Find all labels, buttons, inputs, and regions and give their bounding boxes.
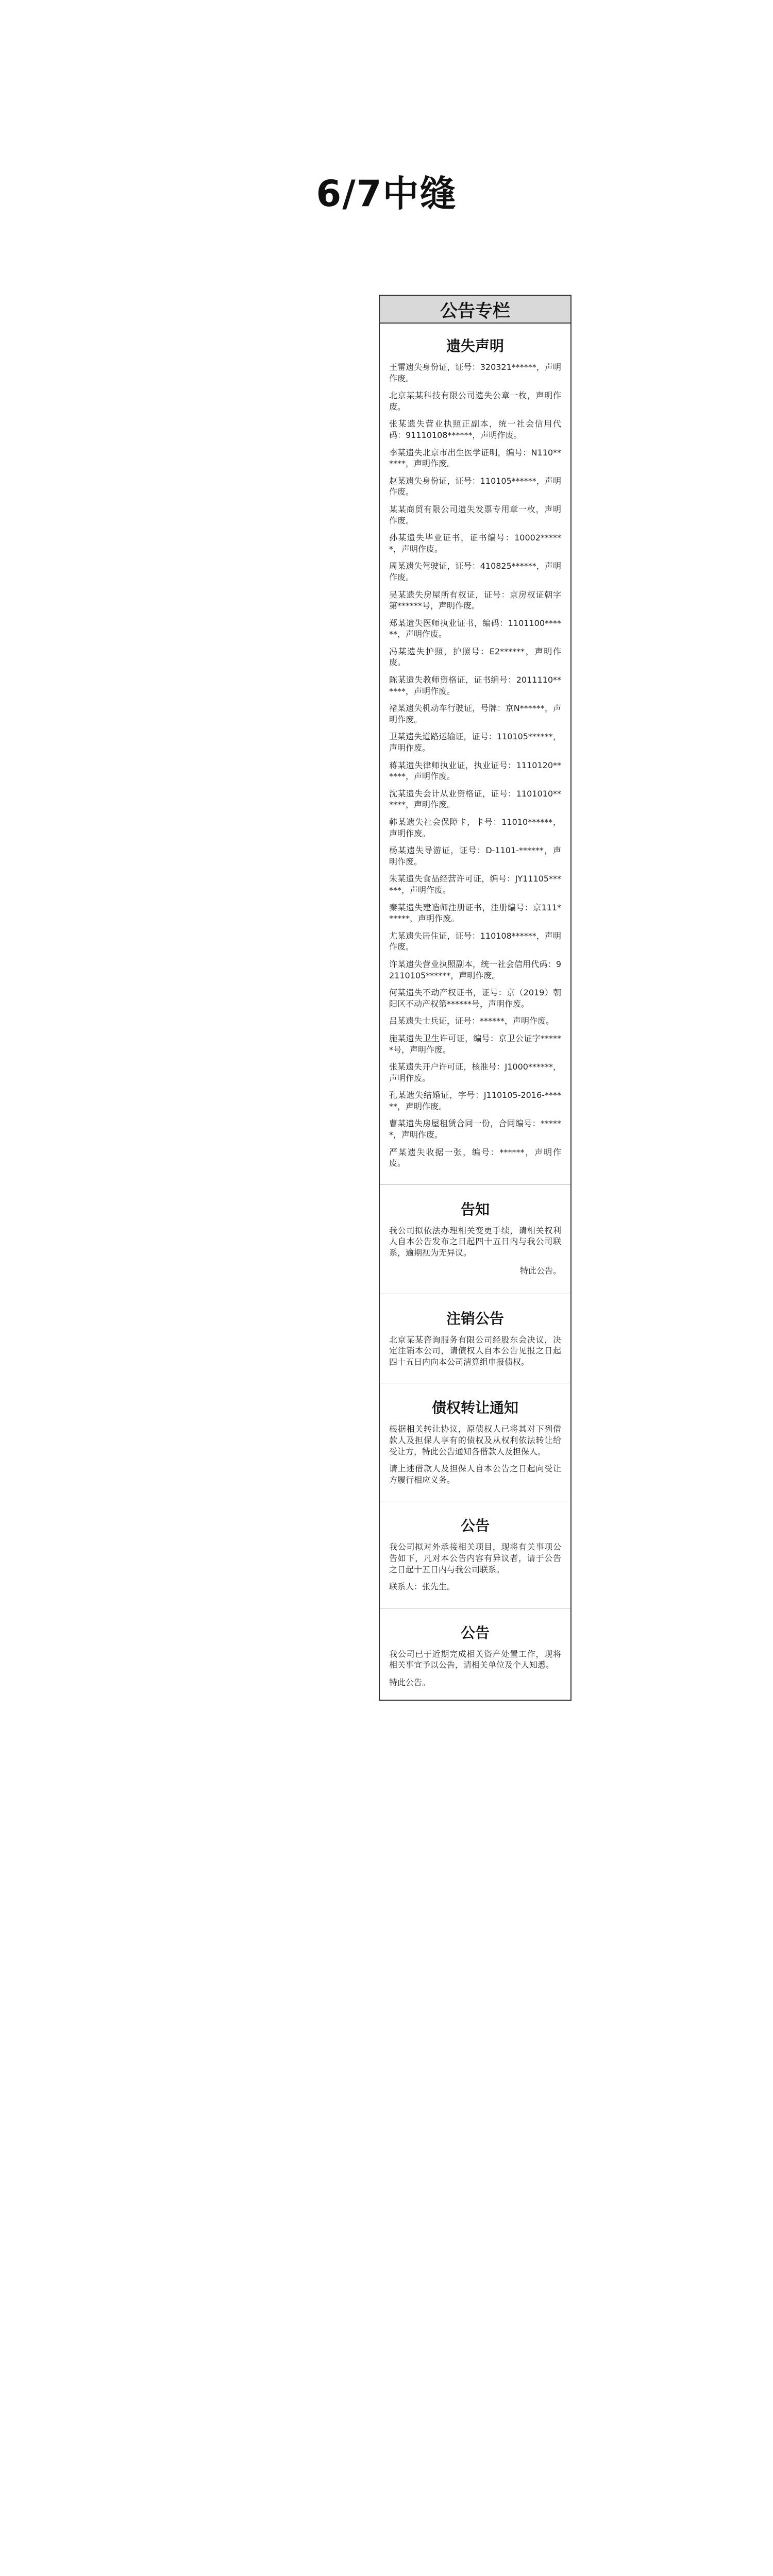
page-title: 6/7中缝: [316, 173, 457, 215]
notice-entry: 李某遗失北京市出生医学证明，编号：N110******，声明作废。: [389, 447, 561, 469]
notice-entry: 许某遗失营业执照副本，统一社会信用代码：92110105******，声明作废。: [389, 959, 561, 980]
notice-entry: 杨某遗失导游证，证号：D-1101-******，声明作废。: [389, 845, 561, 867]
notice-entry: 北京某某科技有限公司遗失公章一枚，声明作废。: [389, 391, 561, 412]
notice-entry: 卫某遗失道路运输证，证号：110105******，声明作废。: [389, 732, 561, 753]
announcement-section: [380, 1503, 570, 1603]
notice-signature: 特此公告。: [519, 1265, 561, 1276]
lost-statements-section: [380, 324, 570, 1180]
notice-entry: 孔某遗失结婚证，字号：J110105-2016-******，声明作废。: [389, 1090, 561, 1111]
section-title: 遗失声明: [446, 337, 504, 354]
transfer-section: [380, 1385, 570, 1497]
notice-entry: 吕某遗失士兵证，证号：******，声明作废。: [389, 1016, 554, 1026]
column-header: 公告专栏: [380, 296, 570, 324]
notice-entry: 尤某遗失居住证，证号：110108******，声明作废。: [389, 930, 561, 952]
announcement-list: [389, 1541, 561, 1592]
notice-entry: 朱某遗失食品经营许可证，编号：JY11105******，声明作废。: [389, 874, 561, 895]
notice-entry: 施某遗失卫生许可证，编号：京卫公证字******号，声明作废。: [389, 1033, 561, 1055]
notice-entry: 王雷遗失身份证，证号：320321******，声明作废。: [389, 362, 561, 383]
section-title: 注销公告: [446, 1310, 504, 1327]
notice-entry: 韩某遗失社会保障卡，卡号：11010******，声明作废。: [389, 817, 561, 838]
notice-entry: 吴某遗失房屋所有权证，证号：京房权证朝字第******号，声明作废。: [389, 589, 561, 611]
section-title: 公告: [460, 1624, 490, 1641]
notice-entry: 陈某遗失教师资格证，证书编号：2011110******，声明作废。: [389, 675, 561, 696]
announcement-section: [380, 1611, 570, 1700]
notice-entry: 张某遗失营业执照正副本，统一社会信用代码：91110108******，声明作废。: [389, 419, 561, 440]
notice-column: [379, 295, 572, 1701]
notice-entry: 周某遗失驾驶证，证号：410825******，声明作废。: [389, 561, 561, 582]
transfer-list: [389, 1423, 561, 1485]
notice-entry: 赵某遗失身份证，证号：110105******，声明作废。: [389, 476, 561, 497]
notice-entry: 我公司拟依法办理相关变更手续，请相关权利人自本公告发布之日起四十五日内与我公司联系，逾期视为无异议。: [389, 1225, 561, 1258]
notice-entry: 沈某遗失会计从业资格证，证号：1101010******，声明作废。: [389, 788, 561, 810]
section-title: 告知: [460, 1200, 490, 1218]
notice-entry: 张某遗失开户许可证，核准号：J1000******，声明作废。: [389, 1062, 561, 1083]
notice-entry: 孙某遗失毕业证书，证书编号：10002******，声明作废。: [389, 533, 561, 554]
notice-entry: 何某遗失不动产权证书，证号：京（2019）朝阳区不动产权第******号，声明作废。: [389, 988, 561, 1009]
notice-entry: 我公司已于近期完成相关资产处置工作，现将相关事宜予以公告，请相关单位及个人知悉。: [389, 1649, 561, 1670]
divider: [380, 1184, 570, 1185]
deregistration-section: [380, 1296, 570, 1379]
notice-entry: 蒋某遗失律师执业证，执业证号：1110120******，声明作废。: [389, 760, 561, 782]
notice-entry: 请上述借款人及担保人自本公告之日起向受让方履行相应义务。: [389, 1464, 561, 1485]
announcement-list: [389, 1649, 561, 1688]
lost-statements-list: [389, 362, 561, 1169]
notice-section: [380, 1187, 570, 1290]
section-title: 公告: [460, 1517, 490, 1535]
notice-entry: 严某遗失收据一张，编号：******，声明作废。: [389, 1147, 561, 1168]
notice-entry: 曹某遗失房屋租赁合同一份，合同编号：******，声明作废。: [389, 1118, 561, 1140]
notice-entry: 联系人：张先生。: [389, 1582, 456, 1592]
notice-list: [389, 1225, 561, 1259]
notice-entry: 褚某遗失机动车行驶证，号牌：京N******，声明作废。: [389, 703, 561, 724]
notice-entry: 冯某遗失护照，护照号：E2******，声明作废。: [389, 646, 561, 668]
notice-entry: 根据相关转让协议，原债权人已将其对下列借款人及担保人享有的债权及从权利依法转让给受让方，特此公告通知各借款人及担保人。: [389, 1424, 561, 1456]
notice-entry: 郑某遗失医师执业证书，编码：1101100******，声明作废。: [389, 618, 561, 639]
notice-entry: 秦某遗失建造师注册证书，注册编号：京111******，声明作废。: [389, 902, 561, 924]
notice-entry: 我公司拟对外承接相关项目，现将有关事项公告如下，凡对本公告内容有异议者，请于公告之日起十五日内与我公司联系。: [389, 1542, 561, 1574]
notice-entry: 北京某某咨询服务有限公司经股东会决议，决定注销本公司，请债权人自本公告见报之日起四十五日内向本公司清算组申报债权。: [389, 1334, 561, 1367]
notice-entry: 某某商贸有限公司遗失发票专用章一枚，声明作废。: [389, 504, 561, 526]
notice-entry: 特此公告。: [389, 1677, 431, 1687]
section-title: 债权转让通知: [431, 1399, 518, 1417]
deregistration-list: [389, 1334, 561, 1368]
